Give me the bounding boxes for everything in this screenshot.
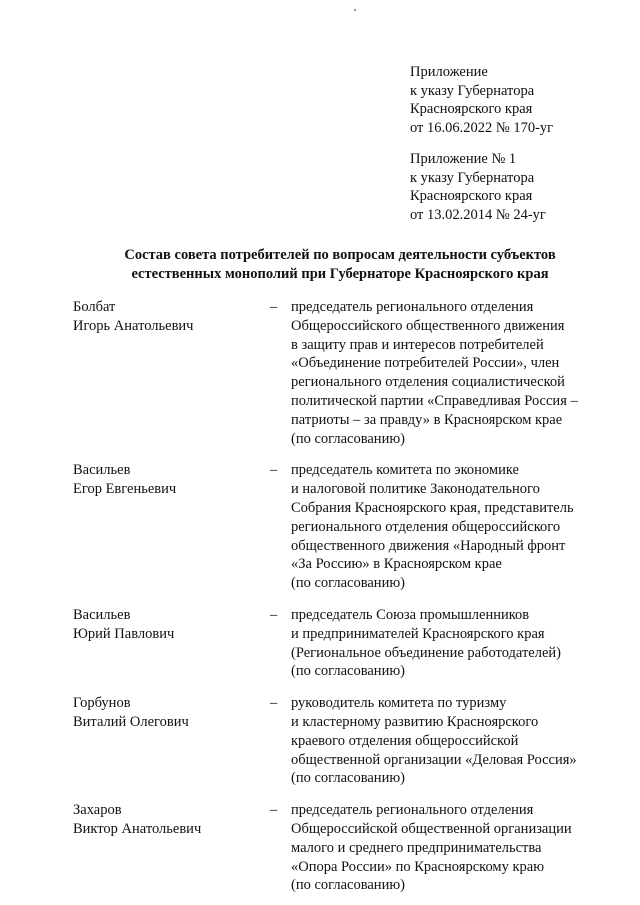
member-entry — [73, 298, 613, 448]
scan-speck — [354, 9, 356, 11]
member-entry — [73, 801, 613, 895]
description-line: регионального отделения общероссийского — [291, 518, 561, 535]
description-line: «За Россию» в Красноярском крае — [291, 556, 502, 573]
dash-separator: – — [270, 462, 278, 479]
description-line: регионального отделения социалистической — [291, 374, 565, 391]
member-name — [73, 801, 253, 839]
appendix-line: от 13.02.2014 № 24-уг — [410, 206, 546, 223]
description-line: «Объединение потребителей России», член — [291, 355, 560, 372]
description-line: Собрания Красноярского края, представитель — [291, 499, 574, 516]
description-line: (по согласованию) — [291, 430, 405, 447]
dash-separator: – — [270, 802, 278, 819]
member-name — [73, 461, 253, 499]
description-line: Общероссийской общественной организации — [291, 820, 572, 837]
appendix-line: Приложение — [410, 64, 488, 80]
member-entry — [73, 606, 613, 681]
description-line: (Региональное объединение работодателей) — [291, 644, 562, 661]
appendix-line: от 16.06.2022 № 170-уг — [410, 119, 554, 136]
appendix-line: Красноярского края — [410, 188, 533, 204]
description-line: председатель регионального отделения — [291, 802, 534, 819]
description-line: (по согласованию) — [291, 877, 405, 894]
member-given-names: Виктор Анатольевич — [73, 820, 202, 837]
member-given-names: Игорь Анатольевич — [73, 317, 194, 334]
description-line: краевого отделения общероссийской — [291, 732, 519, 749]
member-description — [291, 801, 613, 895]
member-description — [291, 694, 613, 788]
description-line: председатель регионального отделения — [291, 299, 534, 315]
dash-separator: – — [270, 606, 278, 623]
member-surname: Васильев — [73, 462, 131, 479]
dash-separator: – — [270, 695, 278, 712]
description-line: и налоговой политике Законодательного — [291, 481, 540, 498]
appendix-line: к указу Губернатора — [410, 169, 535, 186]
title-line: Состав совета потребителей по вопросам деятельности субъектов — [124, 247, 556, 263]
member-entry — [73, 694, 613, 788]
description-line: председатель Союза промышленников — [291, 606, 530, 623]
member-given-names: Виталий Олегович — [73, 713, 189, 730]
description-line: (по согласованию) — [291, 575, 405, 592]
description-line: в защиту прав и интересов потребителей — [291, 336, 544, 353]
description-line: общественного движения «Народный фронт — [291, 537, 566, 554]
description-line: (по согласованию) — [291, 770, 405, 787]
description-line: политической партии «Справедливая Россия – — [291, 392, 578, 409]
description-line: (по согласованию) — [291, 663, 405, 680]
description-line: и кластерному развитию Красноярского — [291, 713, 539, 730]
document-title — [60, 246, 620, 284]
appendix-line: к указу Губернатора — [410, 82, 535, 99]
member-surname: Болбат — [73, 299, 116, 315]
member-description — [291, 461, 613, 593]
description-line: председатель комитета по экономике — [291, 462, 519, 479]
member-surname: Васильев — [73, 606, 131, 623]
member-given-names: Юрий Павлович — [73, 625, 175, 642]
description-line: малого и среднего предпринимательства — [291, 839, 542, 856]
members-list — [73, 298, 613, 895]
description-line: руководитель комитета по туризму — [291, 695, 507, 712]
member-surname: Захаров — [73, 802, 122, 819]
member-description — [291, 606, 613, 681]
description-line: «Опора России» по Красноярскому краю — [291, 858, 545, 875]
dash-separator: – — [270, 299, 278, 315]
member-entry — [73, 461, 613, 593]
member-given-names: Егор Евгеньевич — [73, 481, 177, 498]
description-line: общественной организации «Деловая Россия» — [291, 751, 577, 768]
appendix-header-original — [410, 150, 546, 224]
description-line: патриоты – за правду» в Красноярском крае — [291, 411, 563, 428]
description-line: и предпринимателей Красноярского края — [291, 625, 545, 642]
appendix-line: Приложение № 1 — [410, 151, 517, 167]
member-name — [73, 606, 253, 644]
member-description — [291, 298, 613, 448]
title-line: естественных монополий при Губернаторе Красноярского края — [131, 266, 549, 282]
description-line: Общероссийского общественного движения — [291, 317, 565, 334]
appendix-header-current — [410, 63, 553, 137]
appendix-line: Красноярского края — [410, 101, 533, 117]
member-name — [73, 298, 253, 336]
member-surname: Горбунов — [73, 695, 131, 712]
member-name — [73, 694, 253, 732]
